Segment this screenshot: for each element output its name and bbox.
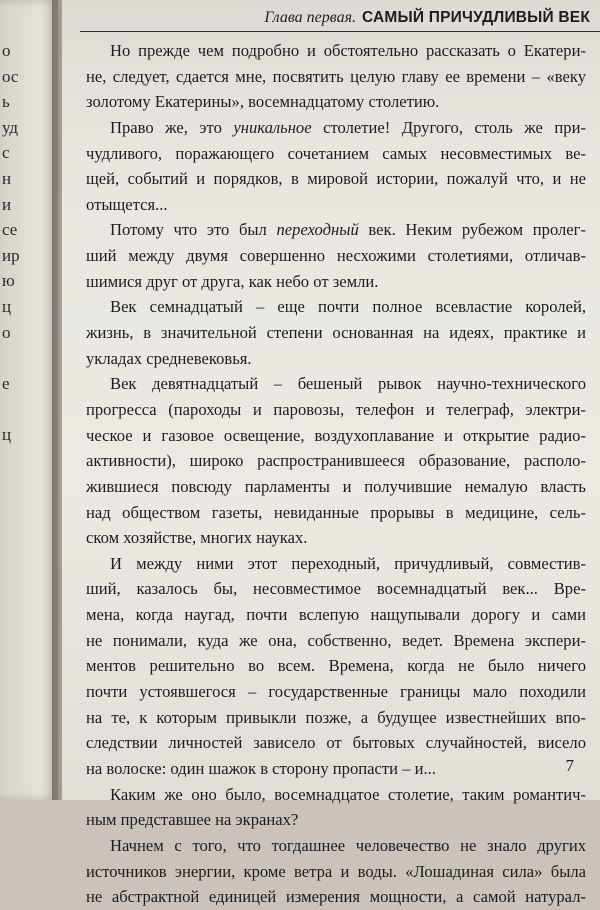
text-line: не, следует, сдается мне, посвятить целую главу ее времени – «веку xyxy=(86,66,586,86)
facing-line: ю xyxy=(2,271,15,291)
text-line: ментов решительно во всем. Времена, когда не было ничего xyxy=(86,656,586,676)
facing-line: ос xyxy=(2,66,19,86)
facing-line: ц xyxy=(2,296,12,316)
text-line: укладах средневековья. xyxy=(86,348,252,368)
text-line: Век девятнадцатый – бешеный рывок научно-технического xyxy=(110,374,586,394)
facing-line: уд xyxy=(2,117,19,137)
text-line: ным представшее на экранах? xyxy=(86,810,299,830)
text-line: Право же, это уникальное столетие! Другого, столь же при- xyxy=(110,117,586,137)
facing-line xyxy=(2,550,58,576)
text-line: Потому что это был переходный век. Неким рубежом пролег- xyxy=(110,220,586,240)
text-line: отыщется... xyxy=(86,194,168,214)
text-line: прогресса (пароходы и паровозы, телефон и телеграф, электри- xyxy=(86,399,586,419)
text-line: почти устоявшегося – государственные границы мало походили xyxy=(86,682,586,702)
text-line: Каким же оно было, восемнадцатое столетие, таким романтич- xyxy=(110,784,586,804)
facing-line: ь xyxy=(2,92,10,112)
chapter-title: САМЫЙ ПРИЧУДЛИВЫЙ ВЕК xyxy=(362,9,590,26)
text-line: жившиеся повсюду парламенты и получившие немалую власть xyxy=(86,476,586,496)
facing-line: ц xyxy=(2,424,12,444)
facing-line: с xyxy=(2,143,10,163)
page-number: 7 xyxy=(565,756,574,775)
text-line: активности), широко распространившееся образование, располо- xyxy=(86,451,586,471)
text-line: на те, к которым привыкли позже, а будущее известнейших впо- xyxy=(86,707,586,727)
text-line: Но прежде чем подробно и обстоятельно рассказать о Екатери- xyxy=(110,41,586,60)
text-line: шимися друг от друга, как небо от земли. xyxy=(86,271,379,291)
text-line: ший, казалось бы, несовместимое восемнадцатый век... Вре- xyxy=(86,579,586,599)
facing-line xyxy=(2,524,58,550)
facing-line xyxy=(2,396,58,422)
facing-line xyxy=(2,448,58,474)
text-line: щей, событий и порядков, в мировой истории, пожалуй что, и не xyxy=(86,169,586,189)
facing-line: се xyxy=(2,220,18,240)
text-line: И между ними этот переходный, причудливый, совместив- xyxy=(110,553,586,573)
text-line: жизнь, в значительной степени основанная на идеях, практике и xyxy=(86,323,586,343)
text-line: следствии личностей зависело от бытовых случайностей, висело xyxy=(86,733,586,753)
facing-line: н xyxy=(2,168,12,188)
text-line: не понимали, куда же она, собственно, ведет. Времена экспери- xyxy=(86,630,586,650)
text-line: Начнем с того, что тогдашнее человечество не знало других xyxy=(110,835,586,855)
facing-line: и xyxy=(2,194,12,214)
body-text xyxy=(86,38,586,910)
text-line: над обществом газеты, невиданные прорывы в медицине, сель- xyxy=(86,502,586,522)
running-head xyxy=(80,4,600,32)
facing-line xyxy=(2,575,58,601)
text-line: не абстрактной единицей измерения мощности, а самой натурал- xyxy=(86,887,586,907)
chapter-label: Глава первая. xyxy=(264,9,357,26)
text-line: мена, когда наугад, почти вслепую нащупывали дорогу и сами xyxy=(86,605,586,625)
facing-line xyxy=(2,627,58,653)
facing-line xyxy=(2,729,58,755)
text-line: источников энергии, кроме ветра и воды. «Лошадиная сила» была xyxy=(86,861,586,881)
facing-line xyxy=(2,678,58,704)
facing-line xyxy=(2,703,58,729)
facing-line xyxy=(2,601,58,627)
facing-page xyxy=(0,0,58,800)
facing-line: ир xyxy=(2,245,20,265)
facing-line xyxy=(2,780,58,800)
facing-line xyxy=(2,755,58,781)
facing-page-text xyxy=(2,38,58,800)
facing-line xyxy=(2,499,58,525)
text-line: на волоске: один шажок в сторону пропасти – и... xyxy=(86,758,436,778)
text-line: ческое и газовое освещение, воздухоплавание и открытие радио- xyxy=(86,425,586,445)
book-page xyxy=(62,0,600,907)
facing-line: е xyxy=(2,373,10,393)
facing-line xyxy=(2,345,58,371)
text-line: Век семнадцатый – еще почти полное всевластие королей, xyxy=(110,297,586,317)
text-line: ший между двумя совершенно несхожими столетиями, отличав- xyxy=(86,246,586,266)
facing-line xyxy=(2,473,58,499)
text-line: ском хозяйстве, многих науках. xyxy=(86,528,308,548)
facing-line: о xyxy=(2,41,11,60)
text-line: золотому Екатерины», восемнадцатому столетию. xyxy=(86,92,440,112)
facing-line xyxy=(2,652,58,678)
facing-line: о xyxy=(2,322,11,342)
text-line: чудливого, поражающего сочетанием самых несовместимых ве- xyxy=(86,143,586,163)
